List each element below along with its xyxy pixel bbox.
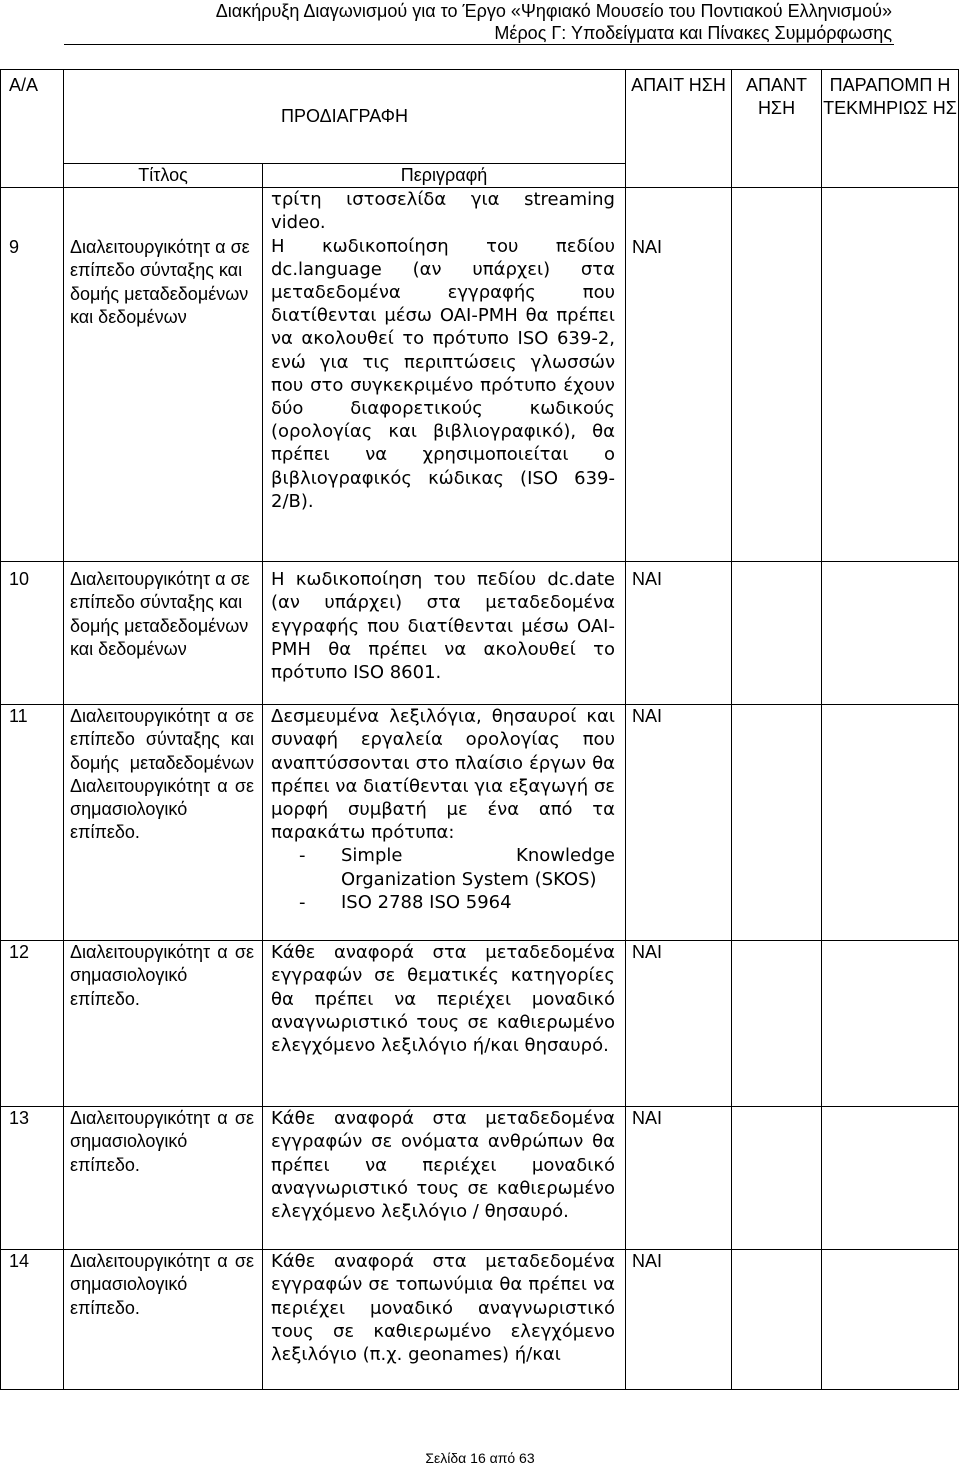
row-title: Διαλειτουργικότητ α σε επίπεδο σύνταξης και δομής μεταδεδομένων Διαλειτουργικότητ α σε σημασιολογικό επίπεδο. — [64, 705, 263, 941]
row-description: Κάθε αναφορά στα μεταδεδομένα εγγραφών σε θεματικές κατηγορίες θα πρέπει να περιέχει μοναδικό αναγνωριστικό τους σε καθιερωμένο ελεγχόμενο λεξιλόγιο ή/και θησαυρό. — [263, 941, 626, 1107]
table-row — [1, 188, 959, 562]
table-row — [1, 941, 959, 1107]
row-reference — [822, 1250, 959, 1390]
row-title: Διαλειτουργικότητ α σε σημασιολογικό επίπεδο. — [64, 1107, 263, 1250]
row-number: 11 — [1, 705, 64, 941]
row-reference — [822, 705, 959, 941]
header-reference: ΠΑΡΑΠΟΜΠ Η ΤΕΚΜΗΡΙΩΣ ΗΣ — [822, 70, 959, 188]
row-reference — [822, 1107, 959, 1250]
row-answer — [732, 705, 822, 941]
bullet-item: - Simple Knowledge Organization System (SKOS) — [299, 845, 615, 890]
row-reference — [822, 941, 959, 1107]
row-answer — [732, 562, 822, 705]
compliance-table — [0, 69, 959, 1390]
row-required: ΝΑΙ — [626, 1250, 732, 1390]
header-rule — [64, 44, 894, 45]
bullet-item: - ISO 2788 ISO 5964 — [299, 891, 512, 913]
row-reference — [822, 188, 959, 562]
header-required: ΑΠΑΙΤ ΗΣΗ — [626, 70, 732, 188]
row-required: ΝΑΙ — [626, 562, 732, 705]
row-title: Διαλειτουργικότητ α σε επίπεδο σύνταξης και δομής μεταδεδομένων και δεδομένων — [64, 562, 263, 705]
row-required: ΝΑΙ — [626, 941, 732, 1107]
row-required: ΝΑΙ — [626, 1107, 732, 1250]
header-subtitle-line: Μέρος Γ: Υποδείγματα και Πίνακες Συμμόρφωσης — [494, 23, 892, 43]
row-description: τρίτη ιστοσελίδα για streaming video. Η κωδικοποίηση του πεδίου dc.language (αν υπάρχει) στα μεταδεδομένα εγγραφής που διατίθενται μέσω OAI-PMH θα πρέπει να ακολουθεί το πρότυπο ISO 639-2, ενώ για τις περιπτώσεις γλωσσών που στο συγκεκριμένο πρότυπο έχουν δύο διαφορετικούς κωδικούς (ορολογίας και βιβλιογραφικό), θα πρέπει να χρησιμοποιείται ο βιβλιογραφικός κώδικας (ISO 639-2/B). — [263, 188, 626, 562]
table-row — [1, 562, 959, 705]
table-row — [1, 1250, 959, 1390]
table-row — [1, 705, 959, 941]
row-number: 12 — [1, 941, 64, 1107]
page-number: Σελίδα 16 από 63 — [425, 1450, 535, 1466]
row-number: 13 — [1, 1107, 64, 1250]
row-answer — [732, 188, 822, 562]
row-answer — [732, 1107, 822, 1250]
row-answer — [732, 1250, 822, 1390]
table-row — [1, 1107, 959, 1250]
header-answer: ΑΠΑΝΤ ΗΣΗ — [732, 70, 822, 188]
row-description: Κάθε αναφορά στα μεταδεδομένα εγγραφών σε τοπωνύμια θα πρέπει να περιέχει μοναδικό αναγνωριστικό τους σε καθιερωμένο ελεγχόμενο λεξιλόγιο (π.χ. geonames) ή/και — [263, 1250, 626, 1390]
header-description: Περιγραφή — [263, 164, 626, 188]
header-title-line: Διακήρυξη Διαγωνισμού για το Έργο «Ψηφιακό Μουσείο του Ποντιακού Ελληνισμού» — [215, 1, 892, 21]
header-spec: ΠΡΟΔΙΑΓΡΑΦΗ — [64, 70, 626, 164]
row-reference — [822, 562, 959, 705]
row-title: Διαλειτουργικότητ α σε σημασιολογικό επίπεδο. — [64, 1250, 263, 1390]
row-required: ΝΑΙ — [626, 705, 732, 941]
row-description: Δεσμευμένα λεξιλόγια, θησαυροί και συναφή εργαλεία ορολογίας που αναπτύσσονται στο πλαίσιο έργων θα πρέπει να διατίθενται για εξαγωγή σε μορφή συμβατή με ένα από τα παρακάτω πρότυπα: - Simple Knowledge Organization System (SKOS) - ISO 2788 ISO 5964 — [263, 705, 626, 941]
row-description: Η κωδικοποίηση του πεδίου dc.date (αν υπάρχει) στα μεταδεδομένα εγγραφής που διατίθενται μέσω OAI-PMH θα πρέπει να ακολουθεί το πρότυπο ISO 8601. — [263, 562, 626, 705]
row-number: 9 — [1, 188, 64, 562]
row-number: 10 — [1, 562, 64, 705]
row-number: 14 — [1, 1250, 64, 1390]
header-aa: Α/Α — [1, 70, 64, 188]
row-required: ΝΑΙ — [626, 188, 732, 562]
page-header — [216, 0, 892, 44]
row-title: Διαλειτουργικότητ α σε σημασιολογικό επίπεδο. — [64, 941, 263, 1107]
row-answer — [732, 941, 822, 1107]
row-title: Διαλειτουργικότητ α σε επίπεδο σύνταξης και δομής μεταδεδομένων και δεδομένων — [64, 188, 263, 562]
row-description: Κάθε αναφορά στα μεταδεδομένα εγγραφών σε ονόματα ανθρώπων θα πρέπει να περιέχει μοναδικό αναγνωριστικό τους σε καθιερωμένο ελεγχόμενο λεξιλόγιο / θησαυρό. — [263, 1107, 626, 1250]
header-title: Τίτλος — [64, 164, 263, 188]
